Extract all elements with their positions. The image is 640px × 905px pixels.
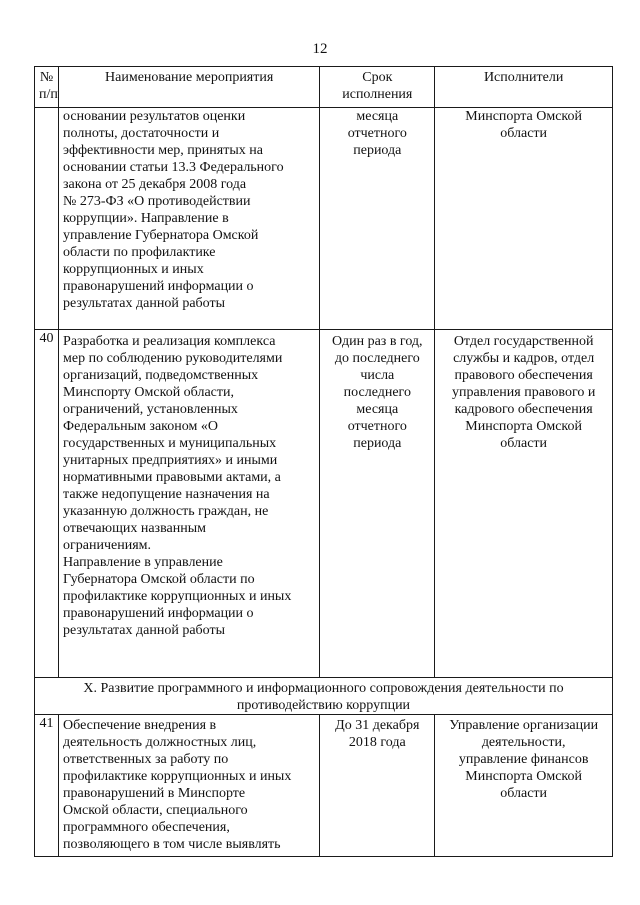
row-term: месяца отчетного периода — [320, 108, 435, 330]
row-name: Разработка и реализация комплекса мер по соблюдению руководителями организаций, подведомственных Минспорту Омской области, ограничений, установленных Федеральным законом «О государственных и муниципальных унитарных предприятиях» и иными нормативными правовыми актами, а также недопущение назначения на указанную должность граждан, не отвечающих названным ограничениям. Направление в управление Губернатора Омской области по профилактике коррупционных и иных правонарушений информации о результатах данной работы — [59, 330, 320, 678]
row-term: До 31 декабря 2018 года — [320, 715, 435, 857]
table-row — [35, 715, 613, 857]
page-number: 12 — [312, 41, 328, 57]
row-num: 41 — [35, 715, 59, 857]
section-heading-row — [35, 678, 613, 715]
table-row — [35, 108, 613, 330]
header-term: Срок исполнения — [320, 67, 435, 108]
header-num: № п/п — [35, 67, 59, 108]
row-num: 40 — [35, 330, 59, 678]
section-heading: X. Развитие программного и информационного сопровождения деятельности по противодействию коррупции — [35, 678, 613, 715]
measures-table — [34, 66, 613, 857]
row-name: основании результатов оценки полноты, достаточности и эффективности мер, принятых на основании статьи 13.3 Федерального закона от 25 декабря 2008 года № 273-ФЗ «О противодействии коррупции». Направление в управление Губернатора Омской области по профилактике коррупционных и иных правонарушений информации о результатах данной работы — [59, 108, 320, 330]
table-header-row — [35, 67, 613, 108]
row-exec: Отдел государственной службы и кадров, отдел правового обеспечения управления правового и кадрового обеспечения Минспорта Омской области — [435, 330, 613, 678]
row-num — [35, 108, 59, 330]
row-name: Обеспечение внедрения в деятельность должностных лиц, ответственных за работу по профилактике коррупционных и иных правонарушений в Минспорте Омской области, специального программного обеспечения, позволяющего в том числе выявлять — [59, 715, 320, 857]
header-name: Наименование мероприятия — [59, 67, 320, 108]
header-exec: Исполнители — [435, 67, 613, 108]
table-row — [35, 330, 613, 678]
row-term: Один раз в год, до последнего числа последнего месяца отчетного периода — [320, 330, 435, 678]
row-exec: Управление организации деятельности, управление финансов Минспорта Омской области — [435, 715, 613, 857]
row-exec: Минспорта Омской области — [435, 108, 613, 330]
